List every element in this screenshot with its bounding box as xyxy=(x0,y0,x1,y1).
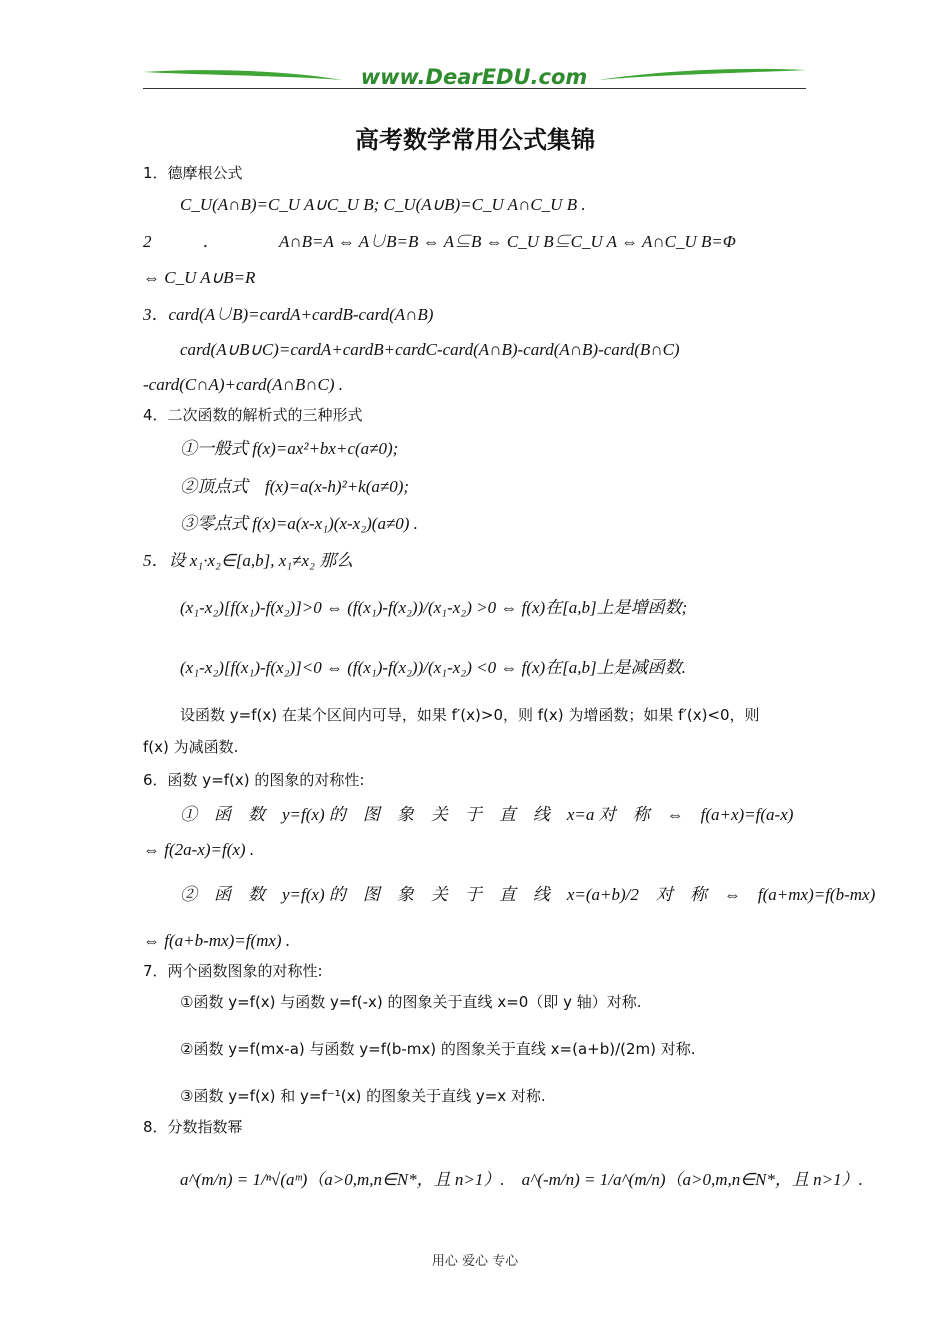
formula-zero-form: ③零点式 f(x)=a(x-x₁)(x-x₂)(a≠0) . xyxy=(180,514,418,533)
formula-vertex-form: ②顶点式 f(x)=a(x-h)²+k(a≠0); xyxy=(180,477,410,496)
two-function-symmetry-1: ①函数 y=f(x) 与函数 y=f(-x) 的图象关于直线 x=0（即 y 轴）对称. xyxy=(180,993,642,1011)
symmetry-rule-1: ① 函 数 y=f(x) 的 图 象 关 于 直 线 x=a 对 称 ⇔ f(a+x)=f(a-x) xyxy=(180,805,794,824)
formula-general-form: ①一般式 f(x)=ax²+bx+c(a≠0); xyxy=(180,439,399,458)
formula-set-equivalence: 2 ． A∩B=A ⇔ A∪B=B ⇔ A⊆B ⇔ C_U B⊆C_U A ⇔ A∩C_U B=Φ xyxy=(143,232,736,251)
derivative-rule-cont: f(x) 为减函数. xyxy=(143,738,239,756)
page-footer: 用心 爱心 专心 xyxy=(431,1254,519,1269)
item-7-heading: 7．两个函数图象的对称性: xyxy=(143,962,323,980)
two-function-symmetry-2: ②函数 y=f(mx-a) 与函数 y=f(b-mx) 的图象关于直线 x=(a+b)/(2m) 对称. xyxy=(180,1040,696,1058)
header-rule xyxy=(143,88,806,89)
item-5-heading: 5．设 x₁·x₂∈[a,b], x₁≠x₂ 那么 xyxy=(143,551,354,570)
symmetry-rule-1-cont: ⇔ f(2a-x)=f(x) . xyxy=(143,840,255,859)
item-1-heading: 1．德摩根公式 xyxy=(143,164,243,182)
formula-de-morgan: C_U(A∩B)=C_U A∪C_U B; C_U(A∪B)=C_U A∩C_U B . xyxy=(180,195,586,214)
derivative-rule: 设函数 y=f(x) 在某个区间内可导，如果 f′(x)>0，则 f(x) 为增函数；如果 f′(x)<0，则 xyxy=(180,706,760,724)
site-logo: www.DearEDU.com xyxy=(360,65,588,89)
item-8-heading: 8．分数指数幂 xyxy=(143,1118,243,1136)
item-4-heading: 4．二次函数的解析式的三种形式 xyxy=(143,406,363,424)
two-function-symmetry-3: ③函数 y=f(x) 和 y=f⁻¹(x) 的图象关于直线 y=x 对称. xyxy=(180,1087,546,1105)
formula-decreasing: (x₁-x₂)[f(x₁)-f(x₂)]<0 ⇔ (f(x₁)-f(x₂))/(x₁-x₂) <0 ⇔ f(x)在[a,b]上是减函数. xyxy=(180,658,686,677)
left-swoosh-icon xyxy=(143,70,343,80)
formula-card-three-cont: -card(C∩A)+card(A∩B∩C) . xyxy=(143,375,343,394)
page-title: 高考数学常用公式集锦 xyxy=(355,126,595,154)
formula-card-two: 3．card(A∪B)=cardA+cardB-card(A∩B) xyxy=(143,305,434,324)
formula-card-three: card(A∪B∪C)=cardA+cardB+cardC-card(A∩B)-card(A∩B)-card(B∩C) xyxy=(180,340,680,359)
formula-set-equivalence-cont: ⇔ C_U A∪B=R xyxy=(143,268,256,287)
right-swoosh-icon xyxy=(598,69,806,80)
symmetry-rule-2: ② 函 数 y=f(x) 的 图 象 关 于 直 线 x=(a+b)/2 对 称 ⇔ f(a+mx)=f(b-mx) xyxy=(180,885,876,904)
formula-increasing: (x₁-x₂)[f(x₁)-f(x₂)]>0 ⇔ (f(x₁)-f(x₂))/(x₁-x₂) >0 ⇔ f(x)在[a,b]上是增函数; xyxy=(180,598,688,617)
item-6-heading: 6．函数 y=f(x) 的图象的对称性: xyxy=(143,771,365,789)
fractional-exponent-formula: a^(m/n) = 1/ⁿ√(aᵐ)（a>0,m,n∈N*，且 n>1）. a^(-m/n) = 1/a^(m/n)（a>0,m,n∈N*，且 n>1）. xyxy=(180,1170,863,1189)
symmetry-rule-2-cont: ⇔ f(a+b-mx)=f(mx) . xyxy=(143,931,291,950)
